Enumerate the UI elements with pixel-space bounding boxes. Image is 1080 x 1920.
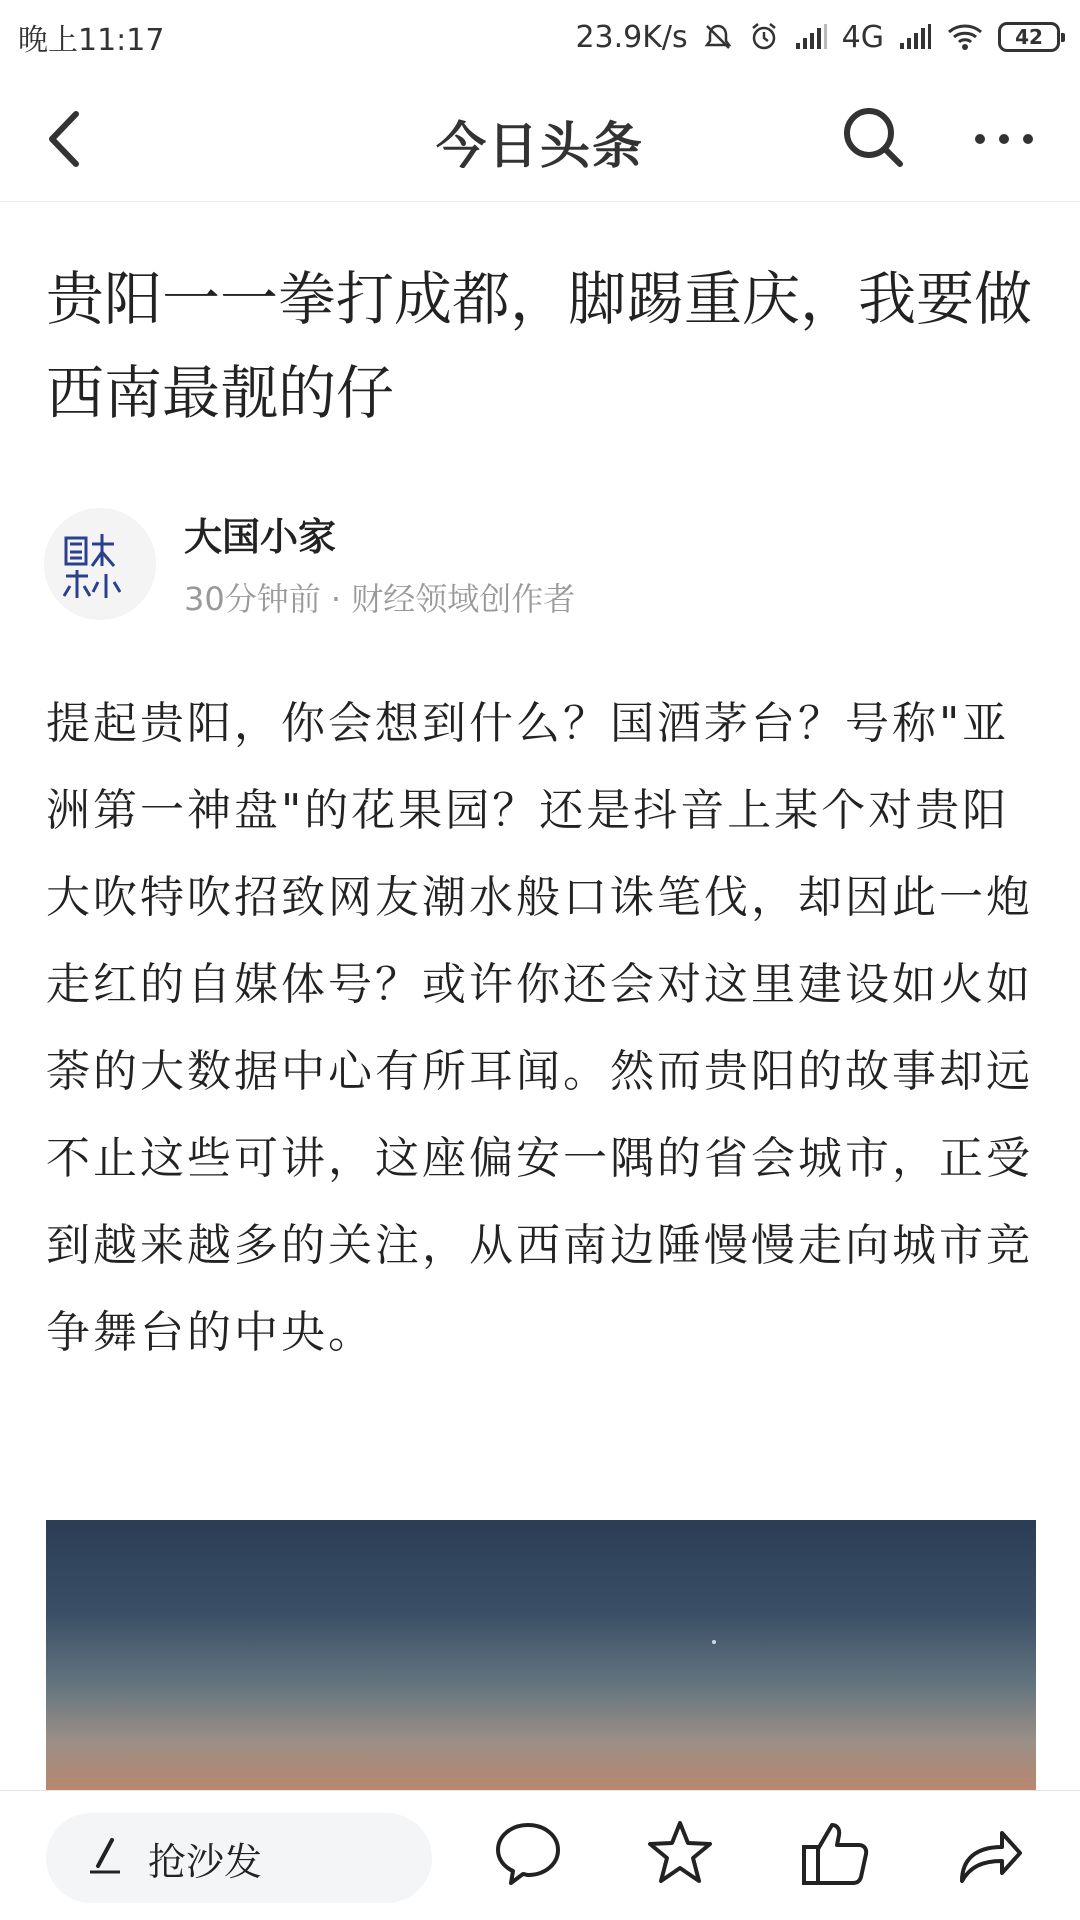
article-body: 提起贵阳，你会想到什么？国酒茅台？号称"亚洲第一神盘"的花果园？还是抖音上某个对贵阳大吹特吹招致网友潮水般口诛笔伐，却因此一炮走红的自媒体号？或许你还会对这里建设如火如荼的大数据中心有所耳闻。然而贵阳的故事却远不止这些可讲，这座偏安一隅的省会城市，正受到越来越多的关注，从西南边陲慢慢走向城市竞争舞台的中央。 [46, 698, 1033, 1358]
bottom-action-bar [0, 1790, 1080, 1920]
like-thumb-icon[interactable] [798, 1815, 874, 1891]
signal-icon-2 [898, 23, 932, 51]
wifi-icon [946, 22, 984, 52]
author-meta: 30分钟前 · 财经领域创作者 [184, 580, 576, 618]
comment-label: 抢沙发 [148, 1839, 263, 1884]
mute-icon [702, 21, 734, 53]
avatar[interactable] [44, 508, 156, 620]
more-icon[interactable] [968, 104, 1040, 174]
nav-bar [0, 74, 1080, 202]
comment-icon[interactable] [490, 1815, 566, 1891]
search-icon[interactable] [838, 102, 908, 172]
article-image[interactable] [46, 1520, 1036, 1790]
signal-icon [794, 23, 828, 51]
favorite-star-icon[interactable] [642, 1815, 718, 1891]
battery-icon: 42 [998, 22, 1060, 52]
image-star-dot [712, 1640, 716, 1644]
comment-input[interactable] [46, 1813, 432, 1903]
status-indicators [575, 20, 1060, 55]
status-time: 晚上11:17 [18, 23, 165, 58]
author-name[interactable]: 大国小家 [184, 515, 337, 559]
share-icon[interactable] [952, 1815, 1028, 1891]
status-bar [0, 0, 1080, 74]
network-type: 4G [841, 19, 884, 55]
app-title: 今日头条 [436, 117, 644, 175]
pencil-icon [86, 1836, 126, 1880]
net-speed: 23.9K/s [575, 19, 688, 55]
article-title: 贵阳一一拳打成都，脚踢重庆，我要做西南最靓的仔 [46, 265, 1033, 427]
alarm-icon [748, 21, 780, 53]
